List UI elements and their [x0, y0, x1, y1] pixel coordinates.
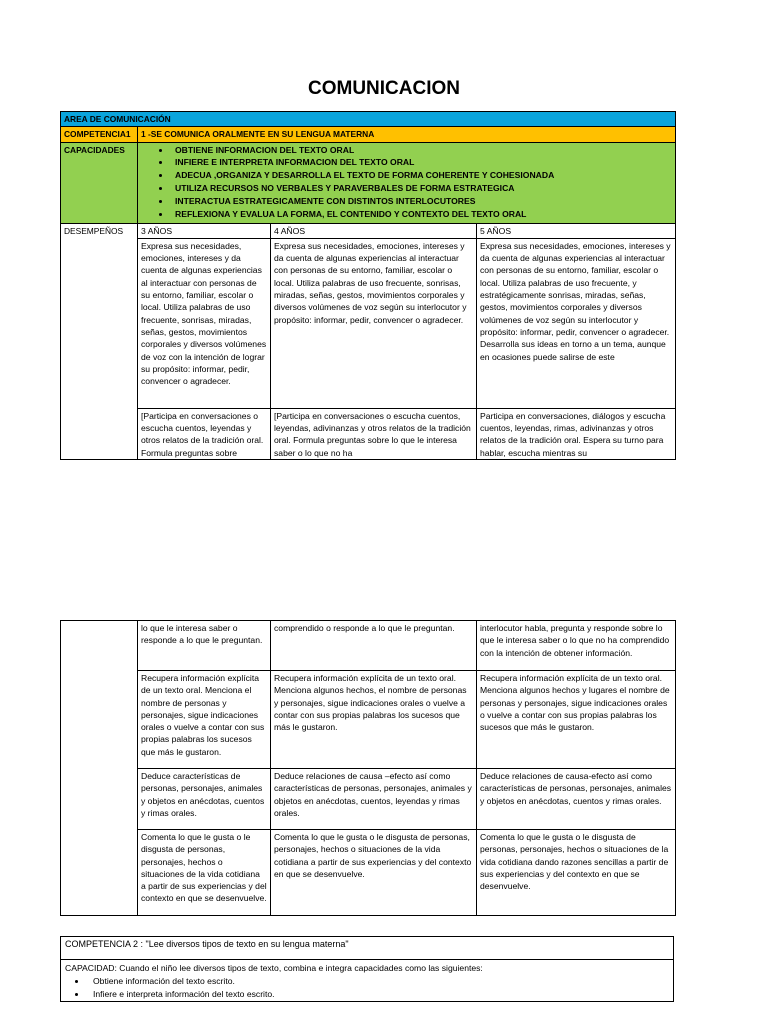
desempenos-continuation-table [60, 620, 676, 916]
page-title: COMUNICACION [308, 78, 460, 99]
cell-text: [Participa en conversaciones o escucha cuentos, leyendas, adivinanzas y otros relatos de la tradición oral. Formula preguntas sobre lo que le interesa saber o lo que no ha [274, 410, 471, 458]
capacidad2-item: • Obtiene información del texto escrito. [87, 975, 669, 988]
competencia2-title: COMPETENCIA 2 : "Lee diversos tipos de texto en su lengua materna" [61, 937, 673, 960]
capacidad-intro: CAPACIDAD: Cuando el niño lee diversos tipos de texto, combina e integra capacidades como las siguientes: [65, 963, 483, 973]
desempeno-cell: lo que le interesa saber o responde a lo que le preguntan. [138, 621, 271, 671]
desempeno-cell: comprendido o responde a lo que le preguntan. [271, 621, 477, 671]
empty-label-cell [61, 621, 138, 916]
competencia1-table [60, 111, 676, 460]
capacidades-label: CAPACIDADES [61, 142, 138, 223]
desempeno-cell: Recupera información explícita de un texto oral. Menciona el nombre de personas y personajes, sigue indicaciones orales o vuelve a contar con sus propias palabras los sucesos que más le gustaron. [138, 671, 271, 769]
cell-text: Participa en conversaciones, diálogos y escucha cuentos, leyendas, rimas, adivinanzas y otros relatos de la tradición oral. Espera su turno para hablar, escucha mientras su [480, 410, 666, 458]
capacidad-item: • ADECUA ,ORGANIZA Y DESARROLLA EL TEXTO DE FORMA COHERENTE Y COHESIONADA [171, 169, 672, 182]
area-row: AREA DE COMUNICACIÓN [61, 112, 676, 127]
age-header-3: 3 AÑOS [138, 223, 271, 238]
capacidad-item: • UTILIZA RECURSOS NO VERBALES Y PARAVERBALES DE FORMA ESTRATEGICA [171, 182, 672, 195]
age-header-5: 5 AÑOS [477, 223, 676, 238]
desempeno-cell: Deduce relaciones de causa-efecto así como características de personas, personajes, animales y objetos en anécdotas, cuentos y rimas orales. [477, 769, 676, 830]
desempeno-cell: Recupera información explícita de un texto oral. Menciona algunos hechos y lugares el nombre de personas y personajes, sigue indicaciones orales o vuelve a contar con sus propias palabras los sucesos que más le gustaron. [477, 671, 676, 769]
competencia-label: COMPETENCIA1 [61, 127, 138, 142]
desempeno-cell: interlocutor habla, pregunta y responde sobre lo que le interesa saber o lo que no ha comprendido con la intención de obtener información. [477, 621, 676, 671]
capacidades-list [141, 144, 672, 221]
desempeno-cell: Expresa sus necesidades, emociones, intereses y da cuenta de algunas experiencias al interactuar con personas de su entorno, familiar, escolar o local. Utiliza palabras de uso frecuente, y estratégicamente sonrisas, miradas, señas, gestos, movimientos corporales y diversos volúmenes de voz según su interlocutor y propósito: informar, pedir, convencer o agradecer. Desarrolla sus ideas en torno a un tema, aunque en ocasiones puede salirse de este [477, 238, 676, 408]
desempeno-cell: Deduce relaciones de causa –efecto así como características de personas, personajes, animales y objetos en anécdotas, cuentos, leyendas y rimas orales. [271, 769, 477, 830]
competencia2-box [60, 936, 674, 1002]
capacidad-item: • INFIERE E INTERPRETA INFORMACION DEL TEXTO ORAL [171, 156, 672, 169]
desempeno-cell: Deduce características de personas, personajes, animales y objetos en anécdotas, cuentos y rimas orales. [138, 769, 271, 830]
capacidad-item: • REFLEXIONA Y EVALUA LA FORMA, EL CONTENIDO Y CONTEXTO DEL TEXTO ORAL [171, 208, 672, 221]
capacidades2-list [65, 975, 669, 1001]
capacidad-item: • OBTIENE INFORMACION DEL TEXTO ORAL [171, 144, 672, 157]
desempeno-cell: Expresa sus necesidades, emociones, intereses y da cuenta de algunas experiencias al interactuar con personas de su entorno, familiar, escolar o local. Utiliza palabras de uso frecuente, sonrisas, miradas, señas, gestos, movimientos corporales y diversos volúmenes de voz con la intención de lograr su propósito: informar, pedir, convencer o agradecer. [138, 238, 271, 408]
capacidades-list-cell [138, 142, 676, 223]
desempeno-cell-cut [477, 408, 676, 459]
desempeno-cell-cut [138, 408, 271, 459]
capacidad2-item: • Infiere e interpreta información del texto escrito. [87, 988, 669, 1001]
desempeno-cell: Comenta lo que le gusta o le disgusta de personas, personajes, hechos o situaciones de la vida cotidiana dando razones sencillas a partir de sus experiencias y del contexto en que se desenvuelve. [477, 830, 676, 916]
desempeno-cell: Expresa sus necesidades, emociones, intereses y da cuenta de algunas experiencias al interactuar con personas de su entorno, familiar, escolar o local. Utiliza palabras de uso frecuente, sonrisas, miradas, señas, gestos, movimientos corporales y diversos volúmenes de voz según su interlocutor y propósito: informar, pedir, convencer o agradecer. [271, 238, 477, 408]
desempenos-label: DESEMPEÑOS [61, 223, 138, 459]
capacidad-item: • INTERACTUA ESTRATEGICAMENTE CON DISTINTOS INTERLOCUTORES [171, 195, 672, 208]
desempeno-cell: Comenta lo que le gusta o le disgusta de personas, personajes, hechos o situaciones de la vida cotidiana a partir de sus experiencias y del contexto en que se desenvuelve. [271, 830, 477, 916]
desempeno-cell: Comenta lo que le gusta o le disgusta de personas, personajes, hechos o situaciones de la vida cotidiana a partir de sus experiencias y del contexto en que se desenvuelve. [138, 830, 271, 916]
desempeno-cell: Recupera información explícita de un texto oral. Menciona algunos hechos, el nombre de personas y personajes, sigue indicaciones orales o vuelve a contar con sus propias palabras los sucesos que más le gustaron. [271, 671, 477, 769]
cell-text: [Participa en conversaciones o escucha cuentos, leyendas y otros relatos de la tradición oral. Formula preguntas sobre [141, 410, 264, 458]
desempeno-cell-cut [271, 408, 477, 459]
competencia2-body [61, 960, 673, 1001]
age-header-4: 4 AÑOS [271, 223, 477, 238]
competencia-value: 1 -SE COMUNICA ORALMENTE EN SU LENGUA MATERNA [138, 127, 676, 142]
